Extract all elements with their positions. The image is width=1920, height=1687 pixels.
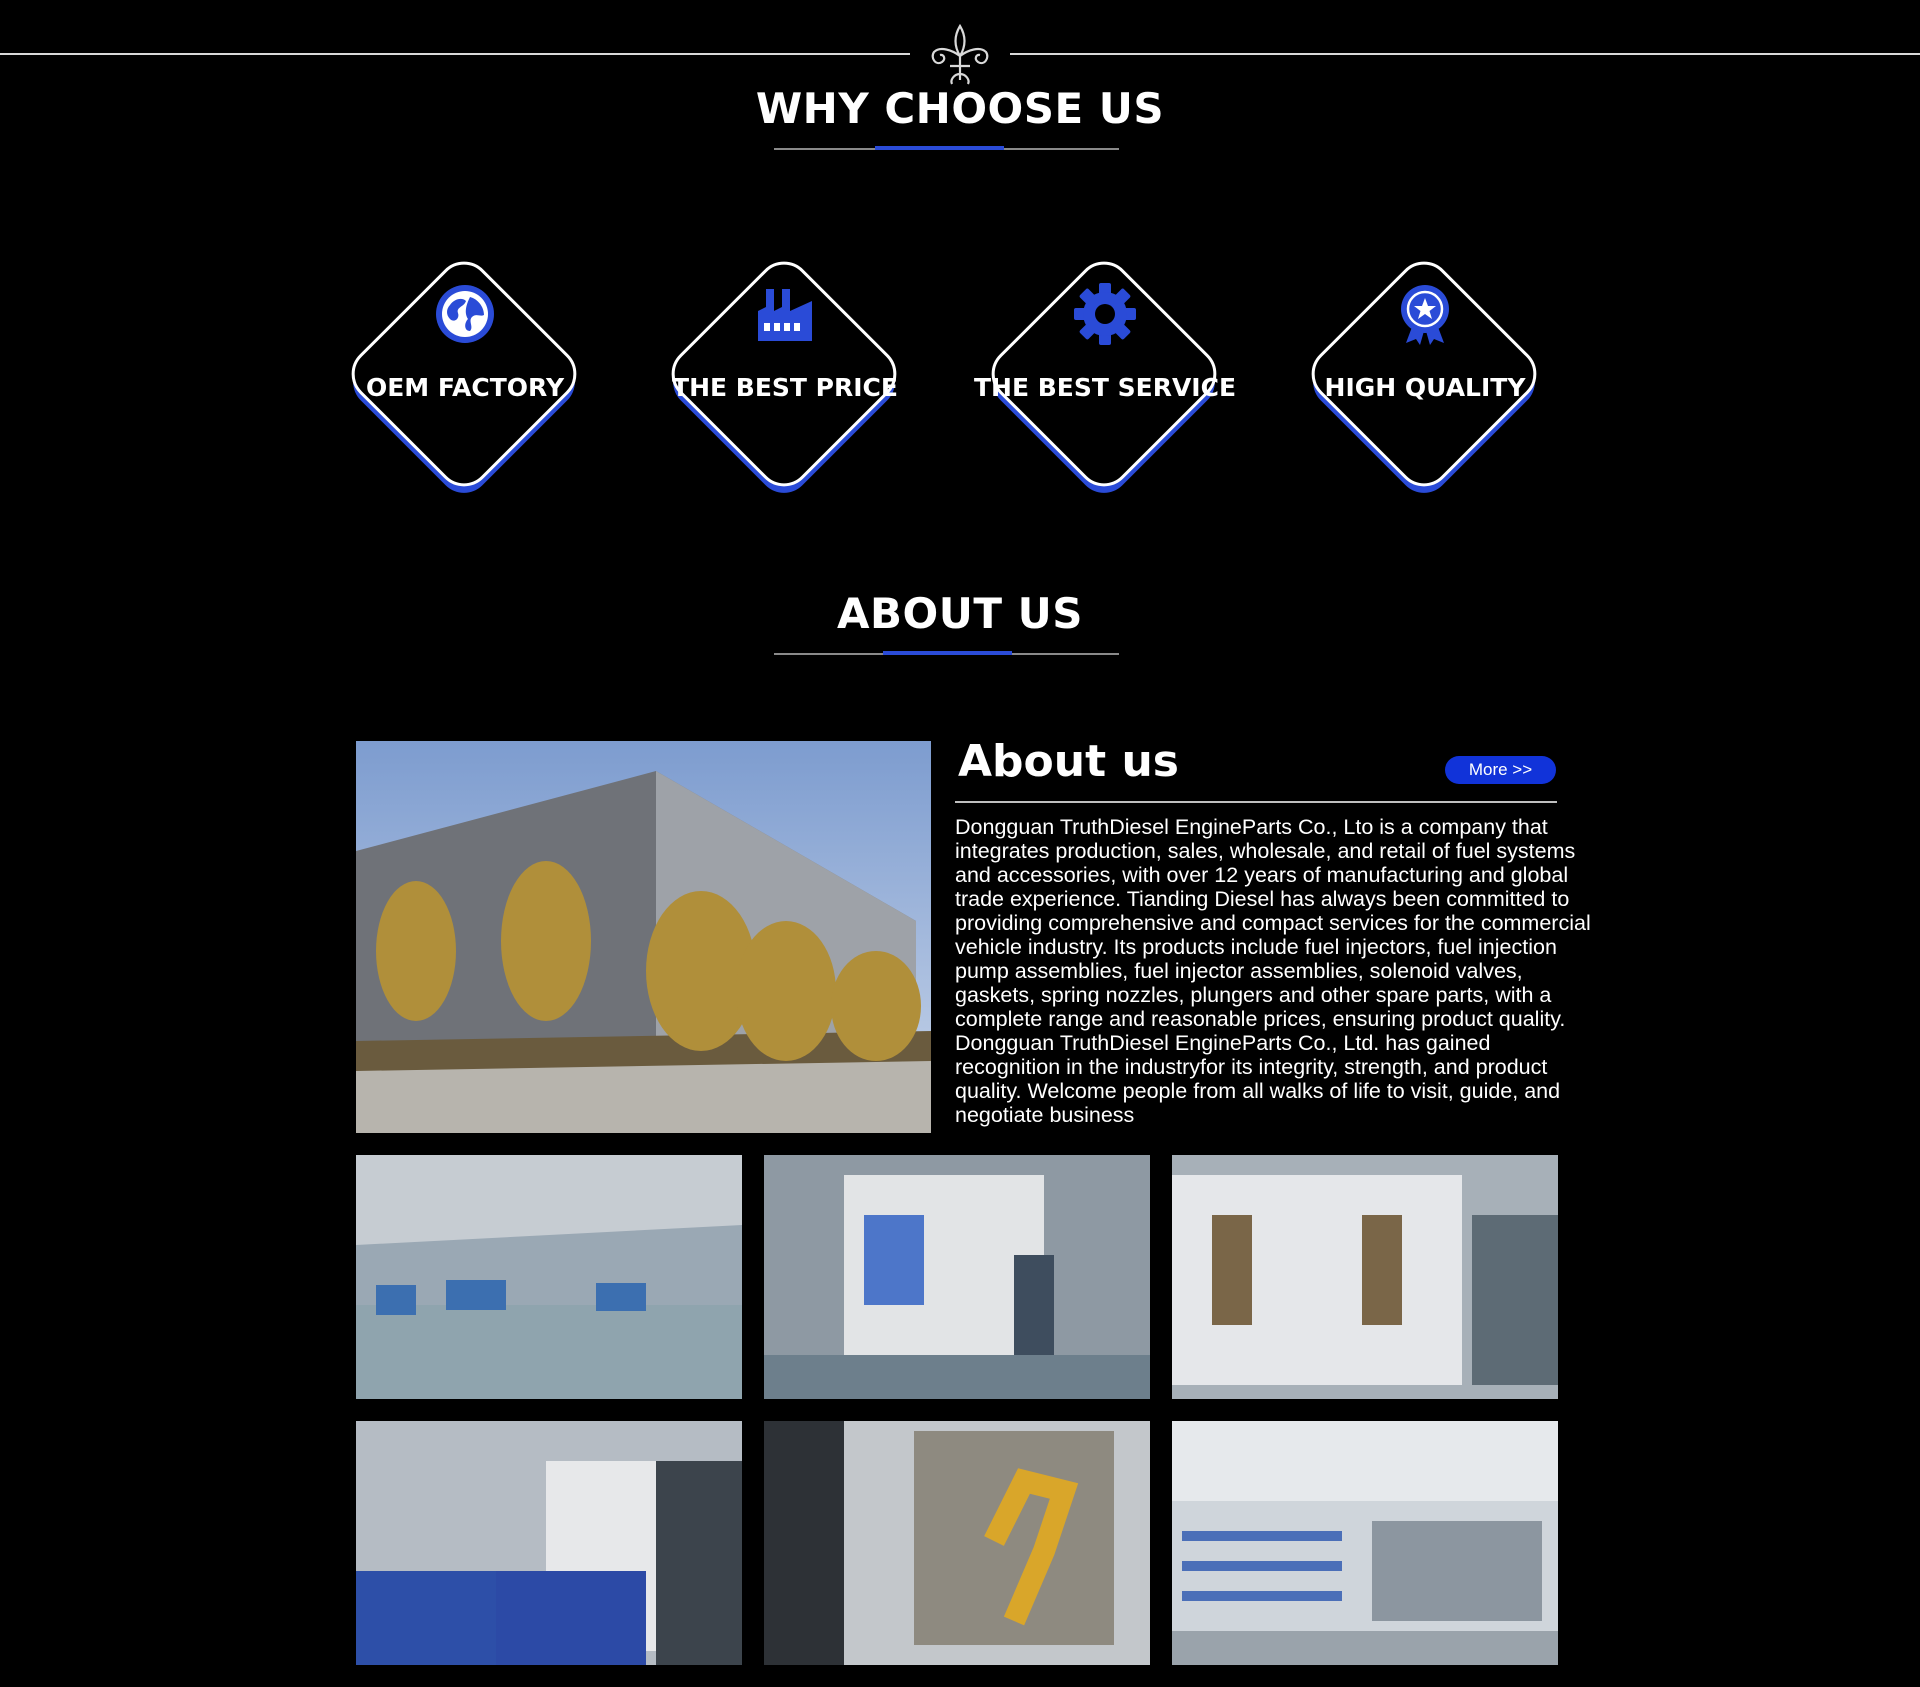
workshop-photo-6 <box>1172 1421 1558 1665</box>
about-body-text: Dongguan TruthDiesel EngineParts Co., Lto is a company that integrates production, sales, wholesale, and retail of fuel systems and accessories, with over 12 years of manufacturing and global trade experience. Tianding Diesel has always been committed to providing comprehensive and compact services for the commercial vehicle industry. Its products include fuel injectors, fuel injection pump assemblies, fuel injector assemblies, solenoid valves, gaskets, spring nozzles, plungers and other spare parts, with a complete range and reasonable prices, ensuring product quality. Dongguan TruthDiesel EngineParts Co., Ltd. has gained recognition in the industryfor its integrity, strength, and product quality. Welcome people from all walks of life to visit, guide, and negotiate business <box>955 815 1591 1127</box>
workshop-photo-2 <box>764 1155 1150 1399</box>
why-choose-us-title: WHY CHOOSE US <box>755 84 1165 133</box>
top-divider-right <box>1010 53 1920 55</box>
workshop-photo-5 <box>764 1421 1150 1665</box>
gear-icon <box>1074 283 1136 345</box>
feature-best-service[interactable] <box>955 228 1255 528</box>
factory-icon <box>754 283 816 345</box>
about-title-accent <box>883 651 1012 655</box>
workshop-photo-4 <box>356 1421 742 1665</box>
factory-building-photo <box>356 741 931 1133</box>
workshop-photo-1 <box>356 1155 742 1399</box>
feature-high-quality[interactable] <box>1275 228 1575 528</box>
feature-oem-factory[interactable] <box>315 228 615 528</box>
more-button[interactable]: More >> <box>1445 756 1556 784</box>
feature-label: OEM FACTORY <box>365 373 565 402</box>
feature-label: HIGH QUALITY <box>1324 373 1526 402</box>
quality-badge-icon <box>1394 283 1456 345</box>
about-us-section-title: ABOUT US <box>837 589 1083 638</box>
about-heading: About us <box>958 736 1179 787</box>
feature-label: THE BEST PRICE <box>672 373 898 402</box>
globe-icon <box>434 283 496 345</box>
feature-label: THE BEST SERVICE <box>973 373 1237 402</box>
about-divider <box>955 801 1557 803</box>
feature-best-price[interactable] <box>635 228 935 528</box>
top-divider-left <box>0 53 910 55</box>
fleur-de-lis-icon <box>922 22 998 86</box>
workshop-photo-3 <box>1172 1155 1558 1399</box>
why-title-accent <box>875 146 1004 150</box>
